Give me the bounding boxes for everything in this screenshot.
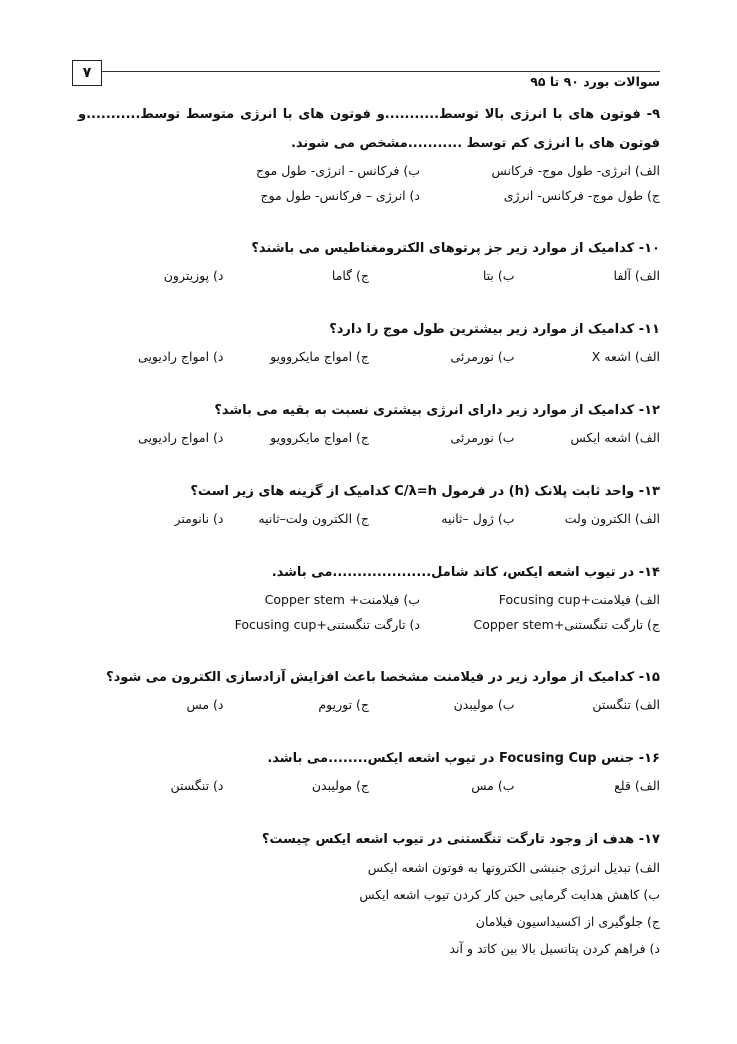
header-divider xyxy=(102,71,660,72)
option-b: ب) نورمرئی xyxy=(450,430,515,445)
option-a: الف) فیلامنت+Focusing cup xyxy=(498,592,660,607)
option-c: ج) امواج مایکروویو xyxy=(270,430,369,445)
question-15 xyxy=(78,664,660,718)
option-d: د) امواج رادیویی xyxy=(138,349,224,364)
option-b: ب) مولیبدن xyxy=(453,697,515,712)
page-number: ۷ xyxy=(72,60,102,86)
page-header xyxy=(72,60,660,94)
question-title: ۹- فوتون های با انرژی بالا توسط...........و فوتون های با انرژی متوسط توسط...........و فوتون های با انرژی کم توسط ...........مشخص می شوند. xyxy=(78,107,660,151)
options xyxy=(78,344,660,370)
options xyxy=(180,158,660,208)
question-17 xyxy=(78,826,660,962)
option-b: ب) فرکانس - انرژی- طول موج xyxy=(256,163,420,178)
option-a: الف) تنگستن xyxy=(592,697,660,712)
question-title: ۱۳- واحد ثابت پلانک (h) در فرمول C/λ=h کدامیک از گزینه های زیر است؟ xyxy=(190,484,660,499)
option-b: ب) بتا xyxy=(482,268,515,283)
option-a: الف) انرژی- طول موج- فرکانس xyxy=(491,163,660,178)
option-c: ج) جلوگیری از اکسیداسیون فیلامان xyxy=(475,914,660,929)
question-10 xyxy=(78,235,660,289)
option-c: ج) گاما xyxy=(331,268,369,283)
spacer xyxy=(78,637,660,664)
question-title: ۱۴- در تیوب اشعه ایکس، کاتد شامل....................می باشد. xyxy=(271,565,660,580)
option-b: ب) نورمرئی xyxy=(450,349,515,364)
questions-content xyxy=(78,100,660,962)
option-c: ج) توریوم xyxy=(318,697,369,712)
option-b: ب) ژول –ثانیه xyxy=(441,511,515,526)
question-title: ۱۱- کدامیک از موارد زیر بیشترین طول موج را دارد؟ xyxy=(329,322,660,337)
question-title: ۱۵- کدامیک از موارد زیر در فیلامنت مشخصا باعث افزایش آزادسازی الکترون می شود؟ xyxy=(106,670,660,685)
options xyxy=(78,692,660,718)
option-a: الف) آلفا xyxy=(613,268,660,283)
option-d: د) تنگستن xyxy=(170,778,224,793)
options xyxy=(78,425,660,451)
option-d: د) امواج رادیویی xyxy=(138,430,224,445)
spacer xyxy=(78,799,660,826)
spacer xyxy=(78,370,660,397)
option-b: ب) مس xyxy=(471,778,515,793)
option-d: د) پوزیترون xyxy=(163,268,224,283)
question-11 xyxy=(78,316,660,370)
question-9 xyxy=(78,100,660,208)
question-16 xyxy=(78,745,660,799)
options xyxy=(78,773,660,799)
option-a: الف) اشعه X xyxy=(591,349,660,364)
option-a: الف) الکترون ولت xyxy=(564,511,660,526)
question-title: ۱۷- هدف از وجود تارگت تنگستنی در تیوب اشعه ایکس چیست؟ xyxy=(261,832,660,847)
header-title: سوالات بورد ۹۰ تا ۹۵ xyxy=(530,74,660,89)
option-d: د) نانومتر xyxy=(174,511,224,526)
spacer xyxy=(78,718,660,745)
option-d: د) مس xyxy=(186,697,224,712)
spacer xyxy=(78,532,660,559)
option-a: الف) تبدیل انرژی جنبشی الکترونها به فوتون اشعه ایکس xyxy=(367,860,660,875)
option-d: د) انرژی – فرکانس- طول موج xyxy=(260,188,420,203)
question-12 xyxy=(78,397,660,451)
options xyxy=(180,587,660,637)
spacer xyxy=(78,451,660,478)
option-c: ج) مولیبدن xyxy=(311,778,369,793)
options xyxy=(78,506,660,532)
options xyxy=(78,854,660,962)
question-13 xyxy=(78,478,660,532)
spacer xyxy=(78,289,660,316)
option-d: د) تارگت تنگستنی+Focusing cup xyxy=(234,617,420,632)
option-c: ج) امواج مایکروویو xyxy=(270,349,369,364)
spacer xyxy=(78,208,660,235)
option-d: د) فراهم کردن پتانسیل بالا بین کاتد و آند xyxy=(449,941,660,956)
question-title: ۱۲- کدامیک از موارد زیر دارای انرژی بیشتری نسبت به بقیه می باشد؟ xyxy=(214,403,660,418)
option-c: ج) طول موج- فرکانس- انرژی xyxy=(503,188,660,203)
option-b: ب) فیلامنت+ Copper stem xyxy=(264,592,420,607)
option-a: الف) اشعه ایکس xyxy=(570,430,660,445)
question-14 xyxy=(78,559,660,637)
options xyxy=(78,263,660,289)
option-c: ج) الکترون ولت–ثانیه xyxy=(258,511,369,526)
question-title: ۱۶- جنس Focusing Cup در تیوب اشعه ایکس........می باشد. xyxy=(267,751,660,766)
option-b: ب) کاهش هدایت گرمایی حین کار کردن تیوب اشعه ایکس xyxy=(359,887,660,902)
option-c: ج) تارگت تنگستنی+Copper stem xyxy=(473,617,660,632)
question-title: ۱۰- کدامیک از موارد زیر جز پرتوهای الکترومغناطیس می باشند؟ xyxy=(251,241,660,256)
option-a: الف) قلع xyxy=(614,778,660,793)
